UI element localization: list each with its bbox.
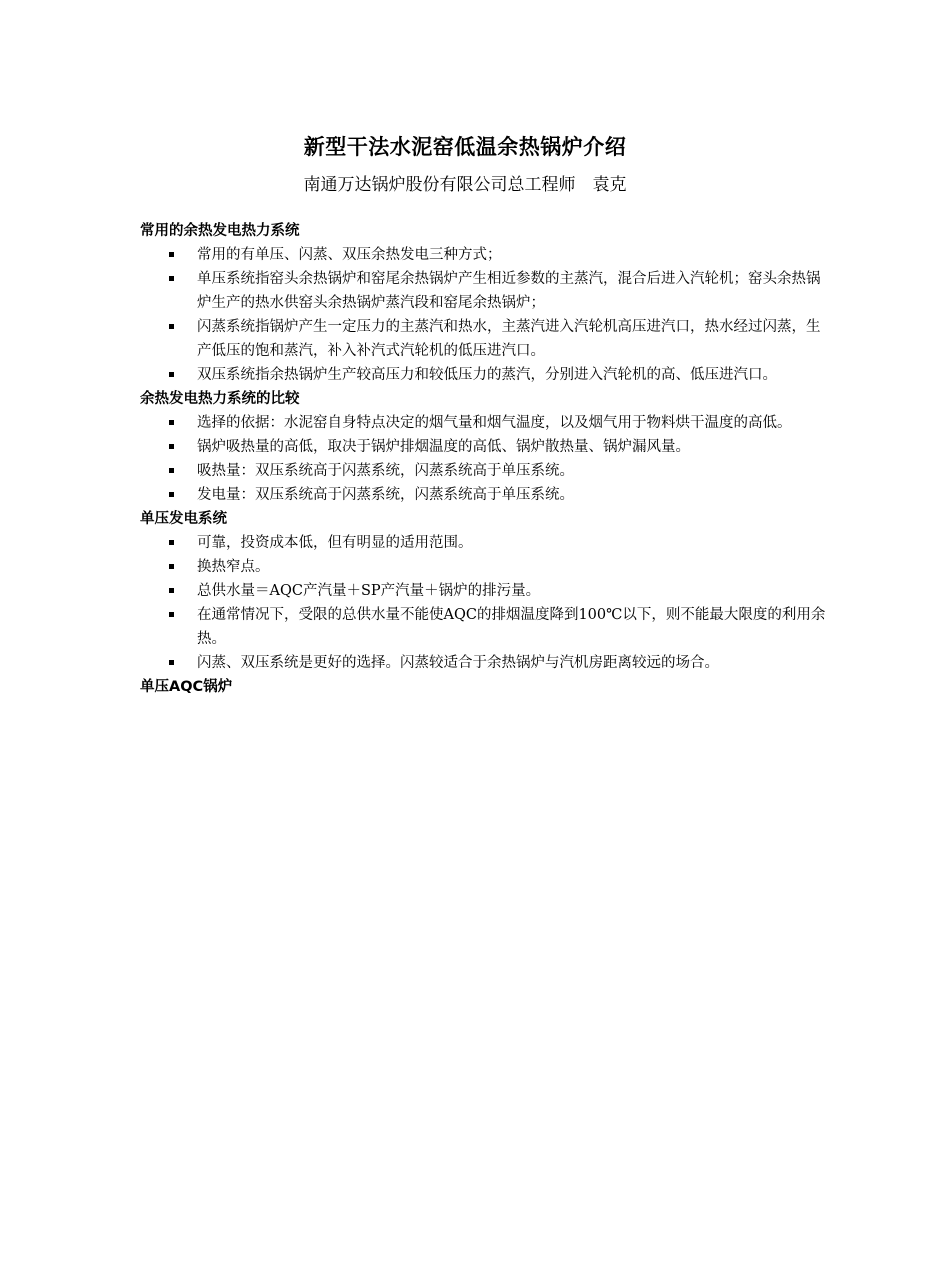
list-item-text: 锅炉吸热量的高低，取决于锅炉排烟温度的高低、锅炉散热量、锅炉漏风量。 — [197, 439, 690, 455]
square-bullet-icon — [169, 660, 174, 665]
list-item-text: 在通常情况下，受限的总供水量不能使AQC的排烟温度降到100℃以下，则不能最大限度的利用余热。 — [197, 607, 826, 647]
square-bullet-icon — [169, 324, 174, 329]
section-heading: 常用的余热发电热力系统 — [140, 223, 300, 239]
list-item — [140, 579, 830, 603]
list-item-text: 单压系统指窑头余热锅炉和窑尾余热锅炉产生相近参数的主蒸汽，混合后进入汽轮机；窑头余热锅炉生产的热水供窑头余热锅炉蒸汽段和窑尾余热锅炉； — [197, 271, 821, 311]
list-item — [140, 651, 830, 675]
list-item-text: 吸热量：双压系统高于闪蒸系统，闪蒸系统高于单压系统。 — [197, 463, 574, 479]
section-single-pressure-aqc — [140, 675, 830, 699]
document-title: 新型干法水泥窑低温余热锅炉介绍 — [303, 134, 627, 159]
list-item-text: 总供水量＝AQC产汽量＋SP产汽量＋锅炉的排污量。 — [197, 583, 541, 599]
square-bullet-icon — [169, 588, 174, 593]
list-item — [140, 267, 830, 315]
list-item-text: 换热窄点。 — [197, 559, 270, 575]
list-item — [140, 435, 830, 459]
list-item — [140, 603, 830, 651]
list-item — [140, 531, 830, 555]
list-item — [140, 363, 830, 387]
section-single-pressure — [140, 507, 830, 675]
list-item — [140, 483, 830, 507]
list-item — [140, 315, 830, 363]
square-bullet-icon — [169, 372, 174, 377]
square-bullet-icon — [169, 540, 174, 545]
list-item-text: 闪蒸、双压系统是更好的选择。闪蒸较适合于余热锅炉与汽机房距离较远的场合。 — [197, 655, 719, 671]
section-heading: 单压发电系统 — [140, 511, 227, 527]
list-item-text: 选择的依据：水泥窑自身特点决定的烟气量和烟气温度，以及烟气用于物料烘干温度的高低。 — [197, 415, 792, 431]
list-item — [140, 555, 830, 579]
list-item-text: 发电量：双压系统高于闪蒸系统，闪蒸系统高于单压系统。 — [197, 487, 574, 503]
bullet-list — [140, 411, 830, 507]
bullet-list — [140, 531, 830, 675]
square-bullet-icon — [169, 564, 174, 569]
list-item — [140, 411, 830, 435]
list-item-text: 常用的有单压、闪蒸、双压余热发电三种方式； — [197, 247, 502, 263]
section-common-systems — [140, 219, 830, 387]
square-bullet-icon — [169, 444, 174, 449]
list-item — [140, 243, 830, 267]
square-bullet-icon — [169, 252, 174, 257]
list-item-text: 闪蒸系统指锅炉产生一定压力的主蒸汽和热水，主蒸汽进入汽轮机高压进汽口，热水经过闪蒸，生产低压的饱和蒸汽，补入补汽式汽轮机的低压进汽口。 — [197, 319, 821, 359]
document-body — [140, 219, 830, 699]
list-item-text: 可靠，投资成本低，但有明显的适用范围。 — [197, 535, 473, 551]
section-heading: 余热发电热力系统的比较 — [140, 391, 300, 407]
square-bullet-icon — [169, 468, 174, 473]
document-subtitle: 南通万达锅炉股份有限公司总工程师 袁克 — [303, 175, 627, 195]
section-heading: 单压AQC锅炉 — [140, 679, 233, 695]
section-system-comparison — [140, 387, 830, 507]
list-item-text: 双压系统指余热锅炉生产较高压力和较低压力的蒸汽，分别进入汽轮机的高、低压进汽口。 — [197, 367, 777, 383]
list-item — [140, 459, 830, 483]
square-bullet-icon — [169, 276, 174, 281]
square-bullet-icon — [169, 612, 174, 617]
square-bullet-icon — [169, 420, 174, 425]
square-bullet-icon — [169, 492, 174, 497]
bullet-list — [140, 243, 830, 387]
